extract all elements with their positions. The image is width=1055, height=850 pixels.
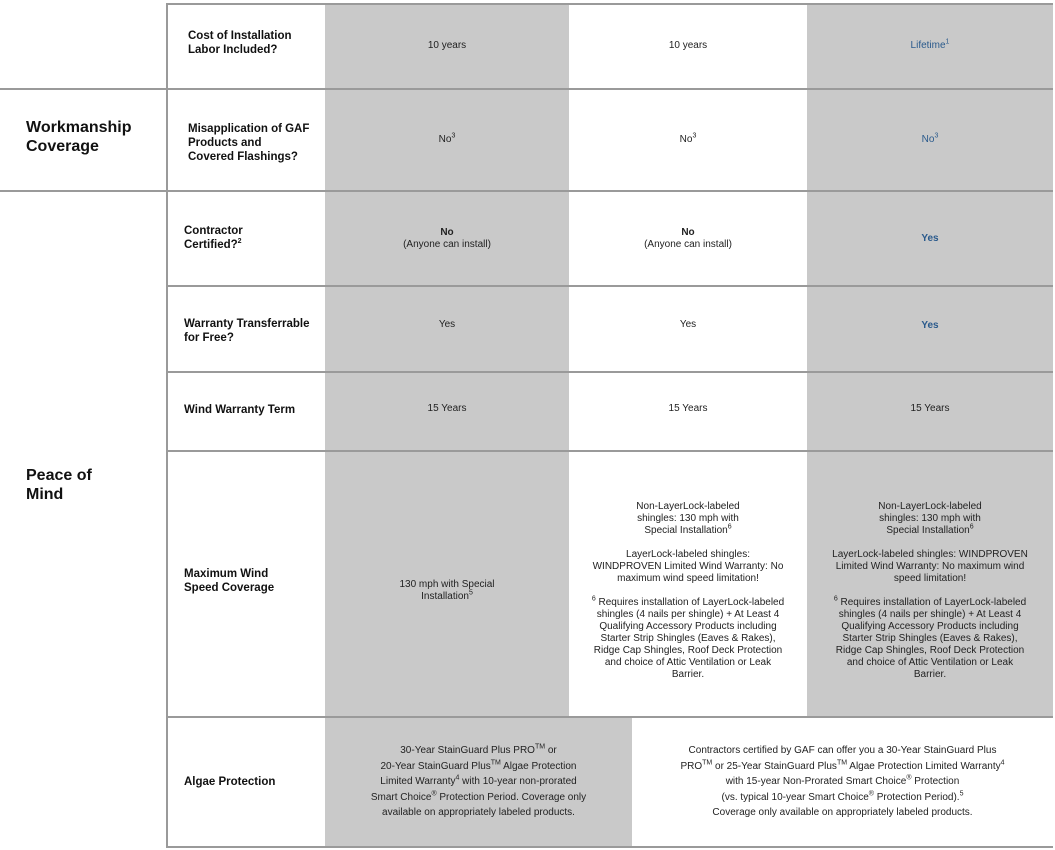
labor-col1: 10 years	[427, 40, 467, 51]
labor-col2: 10 years	[668, 40, 708, 51]
labor-col3: Lifetime$^1$	[910, 38, 950, 51]
row-label-wind-term: Wind Warranty Term	[184, 404, 296, 416]
transferable-col2: Yes	[679, 319, 697, 330]
row-label-max-wind: Maximum Wind Speed Coverage	[184, 568, 275, 594]
max-wind-col3: Non-LayerLock-labeled shingles: 130 mph with Special Installation$^6$ LayerLock-labeled shingles: WINDPROVEN Limited Wind Warranty: No maximum wind speed limitation! $^6$ Requires installation of LayerLock-labeled shingles (4 nails per shingle) + At Least 4 Qualifying Accessory Products including Starter Strip Shingles (Eaves & Rakes), Ridge Cap Shingles, Roof Deck Protection and choice of Attic Ventilation or Leak Barrier.	[832, 501, 1028, 680]
wind-term-col2: 15 Years	[668, 402, 708, 414]
max-wind-col2: Non-LayerLock-labeled shingles: 130 mph with Special Installation$^6$ LayerLock-labeled shingles: WINDPROVEN Limited Wind Warranty: No maximum wind speed limitation! $^6$ Requires installation of LayerLock-labeled shingles (4 nails per shingle) + At Least 4 Qualifying Accessory Products including Starter Strip Shingles (Eaves & Rakes), Ridge Cap Shingles, Roof Deck Protection and choice of Attic Ventilation or Leak Barrier.	[591, 501, 785, 680]
row-label-misapplication: Misapplication of GAF Products and Covered Flashings?	[188, 123, 310, 163]
algae-left-cell: 30-Year StainGuard Plus PRO™ or 20-Year StainGuard Plus™ Algae Protection Limited Warranty$^4$ with 10-year non-prorated Smart Choice® Protection Period. Coverage only available on appropriately labeled products.	[370, 743, 587, 819]
max-wind-col1: 130 mph with Special Installation$^5$	[399, 579, 495, 602]
wind-term-col3: 15 Years	[910, 402, 950, 414]
misapplication-col1: No$^3$	[438, 132, 456, 145]
transferable-col3: Yes	[921, 320, 939, 331]
row-label-transferable: Warranty Transferrable for Free?	[184, 318, 310, 344]
wind-term-col1: 15 Years	[427, 402, 467, 414]
row-label-certified: Contractor Certified?$^2$	[184, 225, 243, 251]
misapplication-col2: No$^3$	[679, 132, 697, 145]
rule-bottom	[166, 846, 1053, 848]
section-workmanship-coverage: Workmanship Coverage	[26, 119, 132, 155]
transferable-col1: Yes	[438, 319, 456, 330]
certified-col1: No (Anyone can install)	[403, 226, 491, 250]
misapplication-col3: No$^3$	[921, 132, 939, 145]
row-label-labor: Cost of Installation Labor Included?	[188, 30, 292, 56]
certified-col2: No (Anyone can install)	[644, 226, 732, 250]
row-label-algae: Algae Protection	[184, 776, 276, 788]
algae-right-cell: Contractors certified by GAF can offer you a 30-Year StainGuard Plus PRO™ or 25-Year StainGuard Plus™ Algae Protection Limited Warranty$^4$ with 15-year Non-Prorated Smart Choice® Protection (vs. typical 10-year Smart Choice® Protection Period).$^5$ Coverage only available on appropriately labeled products.	[680, 745, 1005, 819]
section-peace-of-mind: Peace of Mind	[26, 467, 92, 503]
certified-col3: Yes	[921, 232, 939, 244]
label-column-divider	[166, 4, 168, 847]
